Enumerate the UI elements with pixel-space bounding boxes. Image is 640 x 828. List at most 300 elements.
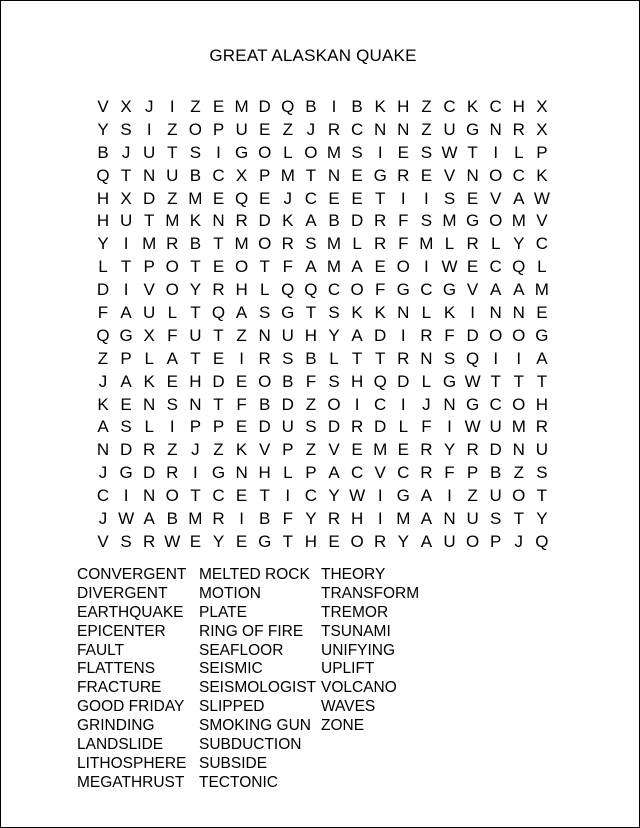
grid-letter: C [374,394,387,414]
grid-letter: I [516,348,522,368]
word-list-item: FAULT [77,641,125,659]
grid-letter: A [351,257,363,277]
grid-row [92,508,552,531]
grid-letter: D [374,325,387,345]
grid-letter: N [443,394,456,414]
grid-letter: R [281,234,294,254]
grid-letter: T [351,348,363,368]
grid-letter: M [234,97,249,116]
grid-letter: U [143,303,156,323]
word-list-item: DIVERGENT [77,584,168,602]
grid-letter: F [97,303,109,323]
letter-grid [92,96,552,554]
grid-letter: B [282,371,294,391]
grid-letter: M [534,280,549,300]
word-list-item: VOLCANO [321,679,397,697]
grid-letter: T [513,371,524,391]
grid-letter: G [535,325,549,345]
grid-letter: E [328,188,340,208]
grid-letter: T [374,348,386,368]
grid-letter: C [350,463,364,483]
grid-letter: O [512,325,526,345]
grid-letter: I [400,325,406,345]
grid-letter: F [421,417,432,437]
grid-letter: M [326,234,342,254]
grid-letter: O [327,394,341,414]
grid-letter: V [259,440,271,460]
grid-letter: L [444,234,455,254]
grid-letter: K [282,211,294,231]
grid-letter: Z [305,440,317,460]
grid-letter: R [420,325,433,345]
word-list-item: EARTHQUAKE [77,603,184,621]
grid-letter: B [305,348,317,368]
grid-letter: N [143,165,156,185]
grid-letter: O [234,257,249,277]
grid-letter: O [165,257,179,277]
grid-letter: W [118,509,135,529]
word-list-item: SEISMOLOGIST [199,679,317,697]
grid-row [92,302,552,325]
grid-letter: T [513,509,524,529]
word-list-item: RING OF FIRE [199,622,304,640]
grid-letter: L [329,348,339,368]
grid-letter: I [239,348,244,368]
grid-letter: Z [282,119,293,139]
grid-letter: P [143,257,155,277]
grid-letter: E [397,440,409,460]
grid-letter: H [96,188,110,208]
grid-letter: U [443,119,456,139]
grid-row [92,462,552,485]
grid-letter: L [98,257,108,277]
word-list-item: MOTION [199,584,261,602]
grid-letter: C [304,188,318,208]
grid-letter: C [420,280,433,300]
grid-letter: I [493,348,499,368]
grid-row [92,142,552,165]
grid-row [92,394,552,417]
grid-letter: H [258,463,271,483]
grid-letter: B [259,509,271,529]
grid-letter: R [420,463,433,483]
grid-letter: J [422,394,431,414]
grid-letter: E [420,165,433,185]
grid-letter: L [421,371,432,391]
grid-letter: E [374,257,386,277]
grid-letter: N [466,165,479,185]
grid-letter: E [166,371,178,391]
grid-letter: F [305,371,317,391]
grid-letter: S [536,463,548,483]
grid-letter: N [96,440,110,460]
grid-letter: T [282,531,293,551]
grid-letter: S [305,417,317,437]
grid-letter: N [512,440,525,460]
grid-letter: A [513,188,525,208]
grid-letter: E [466,188,479,208]
grid-letter: R [397,165,410,185]
grid-letter: E [235,371,248,391]
grid-letter: M [511,211,526,231]
word-list-item: TRANSFORM [321,584,420,602]
grid-letter: T [467,142,478,162]
grid-letter: N [489,303,502,323]
grid-letter: B [259,394,271,414]
grid-letter: J [191,440,200,460]
grid-letter: D [258,211,271,231]
grid-letter: Y [536,509,548,529]
grid-letter: I [493,142,499,162]
grid-letter: J [283,188,293,208]
grid-letter: F [282,257,293,277]
grid-letter: M [188,188,203,208]
grid-letter: B [97,142,109,162]
grid-letter: G [281,303,295,323]
grid-letter: O [304,142,318,162]
grid-letter: E [235,531,248,551]
grid-letter: E [212,97,225,116]
grid-letter: U [281,325,294,345]
grid-letter: R [374,234,387,254]
grid-letter: I [354,394,360,414]
grid-letter: A [143,509,155,529]
grid-letter: K [374,97,386,116]
grid-letter: E [259,119,271,139]
grid-letter: G [258,531,272,551]
grid-letter: R [143,440,156,460]
grid-letter: R [166,463,179,483]
grid-letter: C [96,486,110,506]
grid-letter: Z [167,440,178,460]
grid-letter: V [97,531,109,551]
grid-letter: O [258,142,272,162]
grid-letter: T [374,188,386,208]
grid-letter: Q [96,325,110,345]
word-list-column-3 [321,566,419,736]
grid-letter: D [119,440,133,460]
grid-letter: O [165,280,179,300]
grid-letter: P [536,142,548,162]
grid-letter: X [536,97,548,116]
grid-letter: I [193,463,198,483]
grid-letter: R [212,509,225,529]
grid-letter: I [331,97,337,116]
grid-letter: E [212,348,225,368]
grid-letter: A [351,325,363,345]
grid-letter: Z [421,119,432,139]
grid-letter: D [489,440,502,460]
grid-letter: D [466,325,479,345]
grid-letter: B [305,97,317,116]
word-list-item: FRACTURE [77,679,162,697]
grid-letter: E [212,188,225,208]
grid-letter: A [305,257,317,277]
grid-letter: E [351,165,363,185]
grid-letter: T [305,303,317,323]
grid-letter: B [189,234,202,254]
grid-letter: N [143,486,156,506]
grid-letter: T [536,371,548,391]
grid-row [92,325,552,348]
grid-letter: U [466,509,479,529]
grid-letter: T [167,142,178,162]
grid-letter: G [465,211,480,231]
grid-letter: T [190,303,201,323]
grid-letter: X [143,325,155,345]
grid-letter: P [466,463,479,483]
grid-letter: H [304,531,318,551]
grid-letter: L [490,234,501,254]
grid-letter: W [441,257,458,277]
grid-letter: R [327,509,341,529]
grid-letter: Y [97,234,109,254]
grid-letter: W [533,188,550,208]
grid-row [92,256,552,279]
grid-letter: R [397,348,410,368]
grid-letter: E [328,531,340,551]
grid-letter: R [374,211,387,231]
grid-letter: T [536,486,548,506]
grid-row [92,165,552,188]
grid-letter: L [259,280,270,300]
grid-letter: U [119,211,133,231]
grid-letter: E [351,188,363,208]
grid-row [92,279,552,302]
grid-letter: E [536,303,548,323]
grid-letter: I [216,142,221,162]
grid-letter: E [397,142,409,162]
grid-letter: K [235,440,248,460]
grid-letter: I [400,188,406,208]
grid-letter: Z [467,486,478,506]
grid-letter: W [164,531,181,551]
grid-letter: B [328,211,340,231]
grid-letter: T [120,165,132,185]
grid-letter: O [512,486,526,506]
grid-letter: T [120,257,132,277]
grid-letter: F [444,325,455,345]
grid-letter: N [189,394,202,414]
grid-letter: K [443,303,456,323]
grid-letter: M [234,234,249,254]
grid-letter: S [328,303,340,323]
grid-letter: G [119,463,133,483]
grid-letter: Q [512,257,526,277]
grid-letter: A [328,463,340,483]
grid-letter: A [420,486,433,506]
grid-letter: U [143,142,156,162]
grid-letter: P [305,463,317,483]
grid-letter: J [98,371,108,391]
grid-letter: N [512,303,525,323]
grid-letter: H [512,97,525,116]
grid-letter: X [235,165,248,185]
grid-letter: U [535,440,549,460]
grid-letter: Q [281,280,295,300]
grid-letter: F [236,394,247,414]
grid-row [92,119,552,142]
grid-letter: Y [513,234,525,254]
word-list-item: WAVES [321,698,376,716]
grid-letter: Y [97,119,109,139]
grid-letter: K [374,303,386,323]
grid-letter: O [512,394,526,414]
grid-letter: S [351,142,363,162]
grid-letter: I [377,142,383,162]
grid-letter: C [489,97,502,116]
grid-letter: J [306,119,316,139]
puzzle-title: GREAT ALASKAN QUAKE [209,46,417,65]
grid-letter: D [143,188,156,208]
grid-letter: K [189,211,202,231]
grid-row [92,416,552,439]
grid-letter: N [258,325,271,345]
grid-letter: H [350,509,364,529]
word-list-item: CONVERGENT [77,566,187,583]
grid-letter: M [419,234,434,254]
grid-letter: T [213,325,224,345]
grid-letter: D [374,417,387,437]
grid-letter: E [259,188,271,208]
grid-letter: B [189,165,202,185]
grid-letter: A [420,531,433,551]
grid-letter: A [120,371,132,391]
grid-letter: V [466,280,479,300]
grid-letter: Q [96,165,110,185]
grid-letter: O [350,280,364,300]
grid-letter: N [212,211,225,231]
grid-letter: A [420,509,433,529]
word-list-item: FLATTENS [77,660,156,678]
grid-letter: Z [236,325,247,345]
grid-letter: R [212,280,225,300]
grid-letter: S [120,531,132,551]
grid-letter: A [536,348,548,368]
grid-letter: F [398,234,409,254]
grid-row [92,210,552,233]
grid-letter: I [424,188,429,208]
grid-letter: Z [167,119,178,139]
grid-letter: T [490,371,501,391]
grid-letter: G [465,394,480,414]
grid-letter: D [350,211,364,231]
word-list-item: GOOD FRIDAY [77,698,185,716]
grid-letter: L [352,234,362,254]
grid-letter: S [490,509,502,529]
grid-row [92,233,552,256]
grid-letter: Q [373,371,387,391]
grid-letter: A [513,280,525,300]
grid-letter: D [143,463,156,483]
grid-letter: K [97,394,109,414]
grid-letter: G [396,486,410,506]
grid-letter: G [442,371,457,391]
grid-letter: P [212,417,225,437]
grid-letter: Q [211,303,226,323]
grid-letter: C [489,257,502,277]
grid-letter: H [535,394,549,414]
grid-row [92,348,552,371]
grid-letter: Q [304,280,318,300]
grid-letter: A [97,417,109,437]
grid-letter: L [514,142,524,162]
grid-letter: A [120,303,132,323]
grid-letter: R [420,440,433,460]
grid-letter: F [398,211,409,231]
grid-letter: V [443,165,456,185]
grid-letter: Z [513,463,524,483]
grid-letter: R [535,417,549,437]
grid-letter: Z [167,188,178,208]
grid-letter: S [120,119,132,139]
grid-letter: U [489,486,502,506]
grid-letter: I [285,486,291,506]
grid-letter: Q [234,188,249,208]
grid-letter: V [536,211,548,231]
grid-letter: L [283,142,293,162]
word-list-item: EPICENTER [77,622,166,640]
grid-row [92,485,552,508]
grid-letter: B [166,509,178,529]
grid-letter: H [96,211,110,231]
word-list-item: SEAFLOOR [199,641,284,659]
grid-letter: T [190,348,201,368]
grid-letter: M [326,257,342,277]
grid-letter: C [212,165,225,185]
grid-letter: C [212,486,225,506]
grid-letter: P [212,119,225,139]
grid-letter: O [165,486,179,506]
grid-letter: V [374,463,386,483]
grid-letter: Y [189,280,202,300]
grid-letter: U [166,165,179,185]
grid-letter: M [396,509,411,529]
grid-letter: C [304,486,318,506]
grid-letter: D [258,417,271,437]
grid-letter: P [282,440,294,460]
grid-letter: E [466,257,479,277]
grid-letter: H [304,325,318,345]
grid-letter: X [536,119,548,139]
grid-letter: E [235,417,248,437]
grid-letter: I [123,234,129,254]
grid-letter: C [397,463,410,483]
grid-letter: F [167,325,178,345]
word-list-item: UNIFYING [321,641,396,659]
grid-letter: M [373,440,388,460]
grid-letter: T [213,234,224,254]
word-list-column-1 [77,566,186,793]
grid-letter: A [305,211,317,231]
grid-letter: T [259,257,270,277]
word-list-item: SEISMIC [199,660,263,678]
grid-letter: E [189,531,202,551]
grid-letter: T [305,165,317,185]
grid-letter: D [258,97,271,116]
grid-letter: J [98,463,108,483]
grid-letter: I [400,394,406,414]
grid-letter: F [374,280,386,300]
grid-letter: O [188,119,202,139]
grid-letter: E [120,394,132,414]
grid-letter: G [373,165,387,185]
word-list-item: TECTONIC [199,773,278,791]
grid-letter: O [465,531,480,551]
grid-letter: R [235,211,248,231]
word-list-item: TSUNAMI [321,622,391,640]
grid-letter: C [489,394,502,414]
